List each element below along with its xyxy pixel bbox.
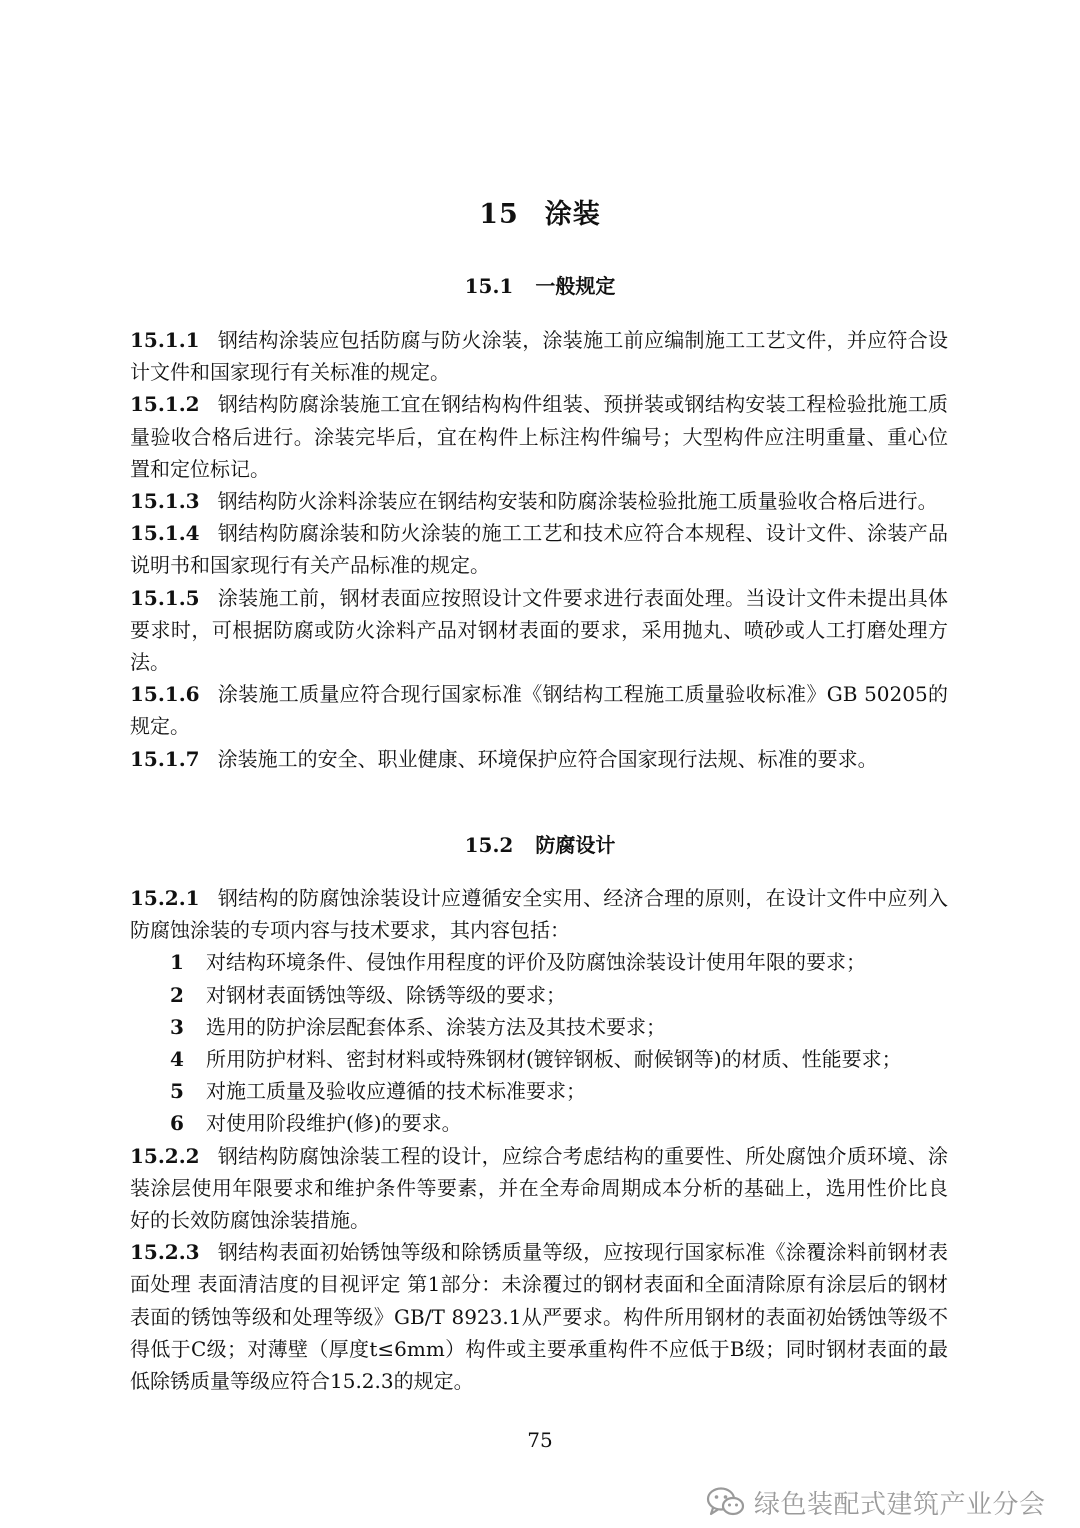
item-text: 对结构环境条件、侵蚀作用程度的评价及防腐蚀涂装设计使用年限的要求； [206, 950, 866, 975]
clause-text: 涂装施工质量应符合现行国家标准《钢结构工程施工质量验收标准》GB 50205的规定。 [130, 682, 948, 739]
clause-number: 15.2.2 [130, 1143, 200, 1168]
list-item-6 [130, 1107, 948, 1139]
list-item-2 [130, 979, 948, 1011]
section-title-text: 一般规定 [535, 274, 616, 298]
clause-text: 涂装施工的安全、职业健康、环境保护应符合国家现行法规、标准的要求。 [217, 746, 878, 771]
clause-text: 钢结构防腐涂装施工宜在钢结构构件组装、预拼装或钢结构安装工程检验批施工质量验收合格后进行。涂装完毕后，宜在构件上标注构件编号；大型构件应注明重量、重心位置和定位标记。 [130, 392, 948, 481]
watermark [706, 1484, 1046, 1520]
clause-15-1-7 [130, 743, 948, 775]
clause-number: 15.2.3 [130, 1240, 200, 1265]
clause-text: 钢结构的防腐蚀涂装设计应遵循安全实用、经济合理的原则，在设计文件中应列入防腐蚀涂装的专项内容与技术要求，其内容包括： [130, 886, 948, 943]
clause-number: 15.1.1 [130, 328, 200, 352]
clause-15-1-4 [130, 517, 948, 581]
clause-number: 15.1.2 [130, 392, 200, 417]
clause-number: 15.1.4 [130, 521, 200, 546]
clause-text: 钢结构涂装应包括防腐与防火涂装，涂装施工前应编制施工工艺文件，并应符合设计文件和国家现行有关标准的规定。 [130, 328, 948, 385]
clause-15-1-6 [130, 678, 948, 742]
clause-15-1-2 [130, 388, 948, 485]
clause-number: 15.1.3 [130, 489, 200, 514]
item-text: 对钢材表面锈蚀等级、除锈等级的要求； [206, 982, 566, 1007]
wechat-icon [706, 1486, 746, 1518]
clause-text: 钢结构防腐蚀涂装工程的设计，应综合考虑结构的重要性、所处腐蚀介质环境、涂装涂层使用年限要求和维护条件等要素，并在全寿命周期成本分析的基础上，选用性价比良好的长效防腐蚀涂装措施。 [130, 1143, 948, 1233]
clause-number: 15.2.1 [130, 886, 200, 910]
section-title-15-2 [0, 829, 1080, 858]
clause-text: 涂装施工前，钢材表面应按照设计文件要求进行表面处理。当设计文件未提出具体要求时，可根据防腐或防火涂料产品对钢材表面的要求，采用抛丸、喷砂或人工打磨处理方法。 [130, 585, 948, 675]
clause-15-2-3 [130, 1236, 948, 1397]
item-text: 所用防护材料、密封材料或特殊钢材(镀锌钢板、耐候钢等)的材质、性能要求； [206, 1047, 902, 1072]
item-number: 4 [170, 1047, 184, 1072]
clause-text: 钢结构表面初始锈蚀等级和除锈质量等级，应按现行国家标准《涂覆涂料前钢材表面处理 表面清洁度的目视评定 第1部分：未涂覆过的钢材表面和全面清除原有涂层后的钢材表面的锈蚀等级和处理等级》GB/T 8923.1从严要求。构件所用钢材的表面初始锈蚀等级不得低于C级；对薄壁（厚度t≤6mm）构件或主要承重构件不应低于B级；同时钢材表面的最低除锈质量等级应符合15.2.3的规定。 [130, 1240, 948, 1394]
clause-number: 15.1.6 [130, 682, 200, 707]
chapter-number: 15 [479, 199, 519, 230]
clause-text: 钢结构防腐涂装和防火涂装的施工工艺和技术应符合本规程、设计文件、涂装产品说明书和国家现行有关产品标准的规定。 [130, 521, 948, 578]
item-number: 3 [170, 1014, 184, 1039]
clause-number: 15.1.7 [130, 746, 200, 771]
item-text: 对施工质量及验收应遵循的技术标准要求； [206, 1079, 586, 1104]
clause-15-1-5 [130, 582, 948, 679]
clause-15-1-3 [130, 485, 948, 517]
item-number: 2 [170, 982, 184, 1007]
clause-text: 钢结构防火涂料涂装应在钢结构安装和防腐涂装检验批施工质量验收合格后进行。 [217, 489, 938, 514]
chapter-title [0, 192, 1080, 231]
clause-15-2-2 [130, 1140, 948, 1237]
item-text: 对使用阶段维护(修)的要求。 [206, 1111, 462, 1136]
list-item-3 [130, 1011, 948, 1043]
list-item-4 [130, 1043, 948, 1075]
section-15-1-body [130, 324, 948, 775]
section-15-2-body [130, 882, 948, 1397]
clause-number: 15.1.5 [130, 585, 200, 610]
watermark-text: 绿色装配式建筑产业分会 [754, 1489, 1046, 1520]
section-number: 15.1 [464, 274, 514, 298]
section-title-15-1 [0, 270, 1080, 299]
section-number: 15.2 [464, 833, 514, 857]
chapter-title-text: 涂装 [544, 199, 601, 230]
item-number: 5 [170, 1079, 184, 1104]
list-item-5 [130, 1075, 948, 1107]
item-number: 1 [170, 950, 184, 975]
item-number: 6 [170, 1111, 184, 1136]
page-number: 75 [527, 1428, 553, 1452]
item-text: 选用的防护涂层配套体系、涂装方法及其技术要求； [206, 1014, 666, 1039]
section-title-text: 防腐设计 [535, 833, 616, 857]
clause-15-1-1 [130, 324, 948, 388]
clause-15-2-1 [130, 882, 948, 946]
list-item-1 [130, 946, 948, 978]
